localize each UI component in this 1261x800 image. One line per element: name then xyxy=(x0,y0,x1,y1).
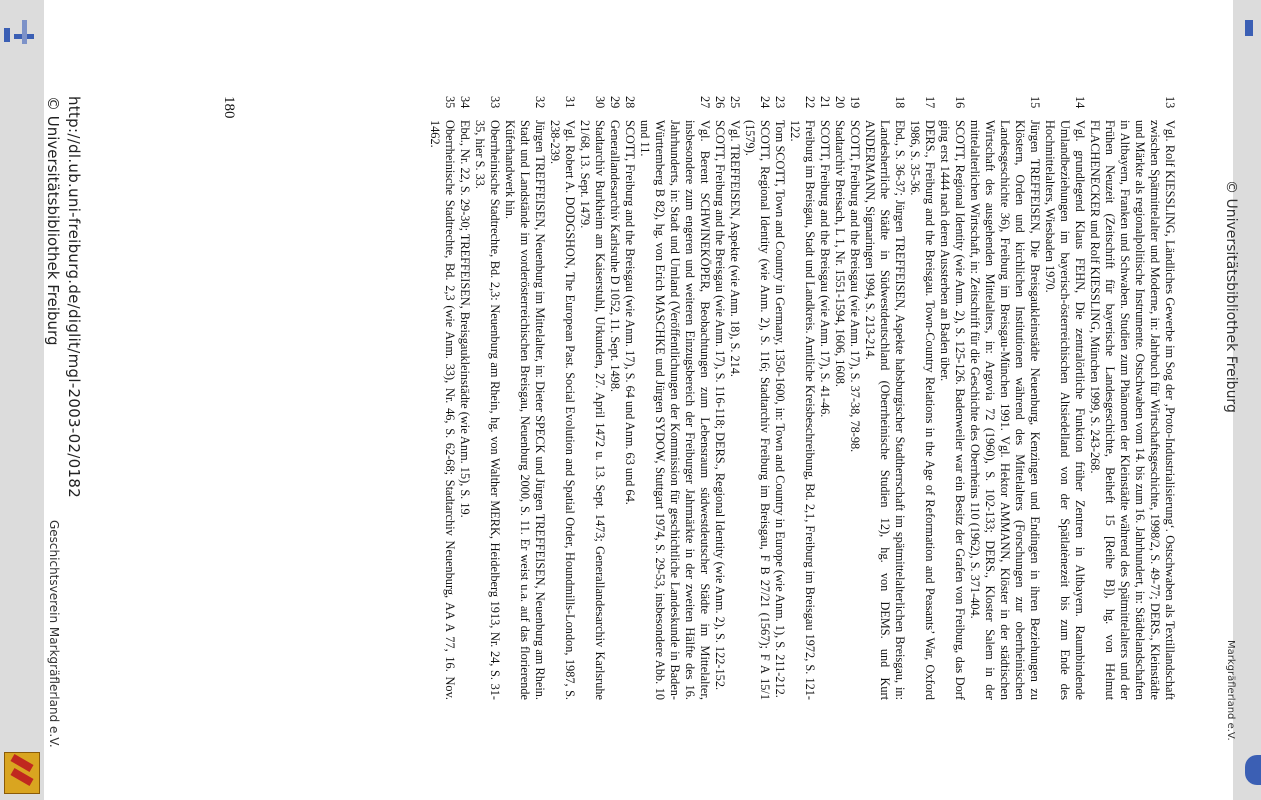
footnote xyxy=(1042,96,1087,700)
library-logo-icon xyxy=(0,20,36,50)
library-logo-mark-icon xyxy=(1245,20,1253,36)
footnote-number: 31 xyxy=(563,96,577,109)
footnote-text: Tom SCOTT, Town and Country in Germany, 1350-1600, in: Town and Country in Europe (wie Anm. 1), S. 211-212. xyxy=(773,120,787,698)
footnote xyxy=(832,96,847,700)
footnote-number: 18 xyxy=(893,96,907,109)
footnote-number: 16 xyxy=(953,96,967,109)
footnote xyxy=(622,96,637,700)
footnote xyxy=(847,96,862,700)
footnote-number: 17 xyxy=(923,96,937,109)
rotated-page-content xyxy=(44,0,1239,800)
footnote-number: 32 xyxy=(533,96,547,109)
footnote xyxy=(577,96,607,700)
footnote-text: Ebd., S. 36-37; Jürgen TREFFEISEN, Aspekte habsburgischer Stadtherrschaft im spätmittelalterlichen Breisgau, in: Landesherrliche Städte in Südwestdeutschland (Oberrheinische Studien 12), hg. von DEMS. und Kurt ANDERMANN, Sigmaringen 1994, S. 213-214. xyxy=(863,120,907,700)
footnote-number: 25 xyxy=(728,96,742,109)
footnote xyxy=(1087,96,1177,700)
footnote xyxy=(772,96,787,700)
footnote-text: Oberrheinische Stadtrechte, Bd. 2,3 (wie Anm. 33), Nr. 46, S. 62-68; Stadtarchiv Neuenburg, AA A 77, 16. Nov. 1462. xyxy=(428,120,457,700)
footnote-number: 35 xyxy=(443,96,457,109)
footnote-text: Generallandesarchiv Karlsruhe D 1052, 11. Sept. 1498. xyxy=(608,120,622,393)
footnote xyxy=(712,96,727,700)
footnote-number: 20 xyxy=(833,96,847,109)
footnote-number: 14 xyxy=(1073,96,1087,109)
footnote-number: 19 xyxy=(848,96,862,109)
footnote xyxy=(967,96,1042,700)
footnote-text: Vgl. TREFFEISEN, Aspekte (wie Anm. 18), S. 214. xyxy=(728,120,742,377)
footnote-text: Jürgen TREFFEISEN, Neuenburg im Mittelalter, in: Dieter SPECK und Jürgen TREFFEISEN, Neuenburg am Rhein. Stadt und Landstände im vorderösterreichischen Breisgau, Neuenburg 2000, S. 11. Er weist u.a. auf das florierende Küferhandwerk hin. xyxy=(503,120,547,700)
footnote xyxy=(637,96,712,700)
document-url[interactable]: http://dl.ub.uni-freiburg.de/diglit/mgl-2003-02/0182 xyxy=(65,96,83,499)
footnote-text: Ebd., Nr. 22, S. 29-30; TREFFEISEN, Breisgaukleinstädte (wie Anm. 15), S. 19. xyxy=(458,120,472,518)
footnote-text: Vgl. Berent SCHWINEKÖPER, Beobachtungen zum Lebensraum südwestdeutscher Städte im Mittelalter, insbesondere zum engeren und weiteren Einzugsbereich der Freiburger Jahrmärkte in der zweiten Hälfte des 16. Jahrhunderts, in: Stadt und Umland (Veröffentlichungen der Kommission für geschichtliche Landeskunde in Baden-Württemberg B 82), hg. von Erich MASCHKE und Jürgen SYDOW, Stuttgart 1974, S. 29-53, insbesondere Abb. 10 und 11. xyxy=(638,120,712,700)
footnote-text: SCOTT, Freiburg and the Breisgau (wie Anm. 17), S. 64 und Anm. 63 und 64. xyxy=(623,120,637,505)
footnote xyxy=(742,96,772,700)
society-name: Geschichtsverein Markgräflerland e.V. xyxy=(47,520,61,748)
footnote-number: 34 xyxy=(458,96,472,109)
footnote-text: SCOTT, Regional Identity (wie Anm. 2), S. 125-126. Badenweiler war ein Besitz der Grafen von Freiburg, das Dorf ging erst 1444 nach deren Aussterben an Baden über. xyxy=(938,120,967,700)
footnote-text: SCOTT, Freiburg and the Breisgau (wie Anm. 17), S. 116-118; DERS., Regional Identity (wie Anm. 2), S. 122-152. xyxy=(713,120,727,691)
copyright-notice: © Universitätsbibliothek Freiburg xyxy=(44,96,62,346)
footnote xyxy=(907,96,937,700)
footnote-number: 26 xyxy=(713,96,727,109)
footnote-text: Vgl. grundlegend Klaus FEHN, Die zentralörtliche Funktion früher Zentren in Altbayern. Raumbindende Umlandbeziehungen im bayerisch-österreichischen Altsiedelland von der Spätlatènezeit bis zum Ende des Hochmittelalters, Wiesbaden 1970. xyxy=(1043,120,1087,700)
footnote-number: 33 xyxy=(488,96,502,109)
footnotes-list xyxy=(427,96,1177,700)
footnote-number: 28 xyxy=(623,96,637,109)
footnote-text: Jürgen TREFFEISEN, Die Breisgaukleinstädte Neuenburg, Kenzingen und Endingen in ihren Beziehungen zu Klöstern, Orden und kirchlichen Institutionen während des Mittelalters (Forschungen zur oberrheinischen Landesgeschichte 36), Freiburg im Breisgau-München 1991. Vgl. Hektor AMMANN, Klöster in der städtischen Wirtschaft des ausgehenden Mittelalters, in: Argovia 72 (1960), S. 102-133; DERS., Kloster Salem in der mittelalterlichen Wirtschaft, in: Zeitschrift für die Geschichte des Oberrheins 110 (1962), S. 371-404. xyxy=(968,120,1042,700)
footnote-number: 24 xyxy=(758,96,772,109)
footnote-text: Vgl. Rolf KIESSLING, Ländliches Gewerbe im Sog der ‚Proto-Industrialisierung‘. Ostschwaben als Textillandschaft zwischen Spätmittelalter und Moderne, in: Jahrbuch für Wirtschaftsgeschichte, 1998/2, S. 49-77; DERS., Kleinstädte und Märkte als regionalpolitische Instrumente. Ostschwaben vom 14. bis zum 16. Jahrhundert, in: Städtelandschaften in Altbayern, Franken und Schwaben. Studien zum Phänomen der Kleinstädte während des Spätmittelalters und der Frühen Neuzeit (Zeitschrift für bayerische Landesgeschichte, Beiheft 15 [Reihe B]), hg. von Helmut FLACHENECKER und Rolf KIESSLING, München 1999, S. 243-268. xyxy=(1088,120,1177,700)
footnote-text: Stadtarchiv Breisach, L 1, Nr. 1551-1594, 1606, 1608. xyxy=(833,120,847,387)
footnote xyxy=(427,96,457,700)
footnote-text: SCOTT, Freiburg and the Breisgau (wie Anm. 17), S. 37-38, 78-98. xyxy=(848,120,862,453)
library-name-top: Markgräflerland e.V. xyxy=(1225,640,1236,741)
footnote-number: 15 xyxy=(1028,96,1042,109)
footnote xyxy=(547,96,577,700)
footnote xyxy=(862,96,907,700)
footnote-text: Vgl. Robert A. DODGSHON, The European Past. Social Evolution and Spatial Order, Houndmills-London, 1987, S. 238-239. xyxy=(548,120,577,700)
footnote xyxy=(457,96,472,700)
footnote-number: 27 xyxy=(698,96,712,109)
footnote xyxy=(472,96,502,700)
seal-icon xyxy=(1245,755,1261,785)
footnote-number: 29 xyxy=(608,96,622,109)
footnote-text: SCOTT, Freiburg and the Breisgau (wie Anm. 17), S. 41-46. xyxy=(818,120,832,418)
library-watermark-top: © Universitätsbibliothek Freiburg xyxy=(1223,180,1239,413)
footnote-number: 21 xyxy=(818,96,832,109)
footnote-text: Freiburg im Breisgau, Stadt und Landkreis. Amtliche Kreisbeschreibung, Bd. 2,1, Freiburg im Breisgau 1972, S. 121-122. xyxy=(788,120,817,700)
footnote-number: 23 xyxy=(773,96,787,109)
footnote xyxy=(607,96,622,700)
footnote xyxy=(817,96,832,700)
document-page xyxy=(44,0,1239,800)
footnote-text: Oberrheinische Stadtrechte, Bd. 2,3: Neuenburg am Rhein, hg. von Walther MERK, Heidelberg 1913, Nr. 24, S. 31-35, hier S. 33. xyxy=(473,120,502,700)
footnote-text: SCOTT, Regional Identity (wie Anm. 2), S. 116; Stadtarchiv Freiburg im Breisgau, F B 27/21 (1567); F A 15/1 (1579). xyxy=(743,120,772,700)
footnote-text: DERS., Freiburg and the Breisgau. Town-Country Relations in the Age of Reformation and Peasants’ War, Oxford 1986, S. 35-36. xyxy=(908,120,937,700)
viewer-left-margin xyxy=(0,0,44,800)
footnote-number: 30 xyxy=(593,96,607,109)
footnote xyxy=(787,96,817,700)
footnote xyxy=(937,96,967,700)
coat-of-arms-icon xyxy=(4,752,40,794)
footnote xyxy=(502,96,547,700)
footnote-text: Stadtarchiv Burkheim am Kaiserstuhl, Urkunden, 27. April 1472 u. 13. Sept. 1473; Generallandesarchiv Karlsruhe 21/68, 13. Sept. 1479. xyxy=(578,120,607,700)
footnote-number: 22 xyxy=(803,96,817,109)
footnote-number: 13 xyxy=(1163,96,1177,109)
page-number: 180 xyxy=(221,96,237,119)
footnote xyxy=(727,96,742,700)
